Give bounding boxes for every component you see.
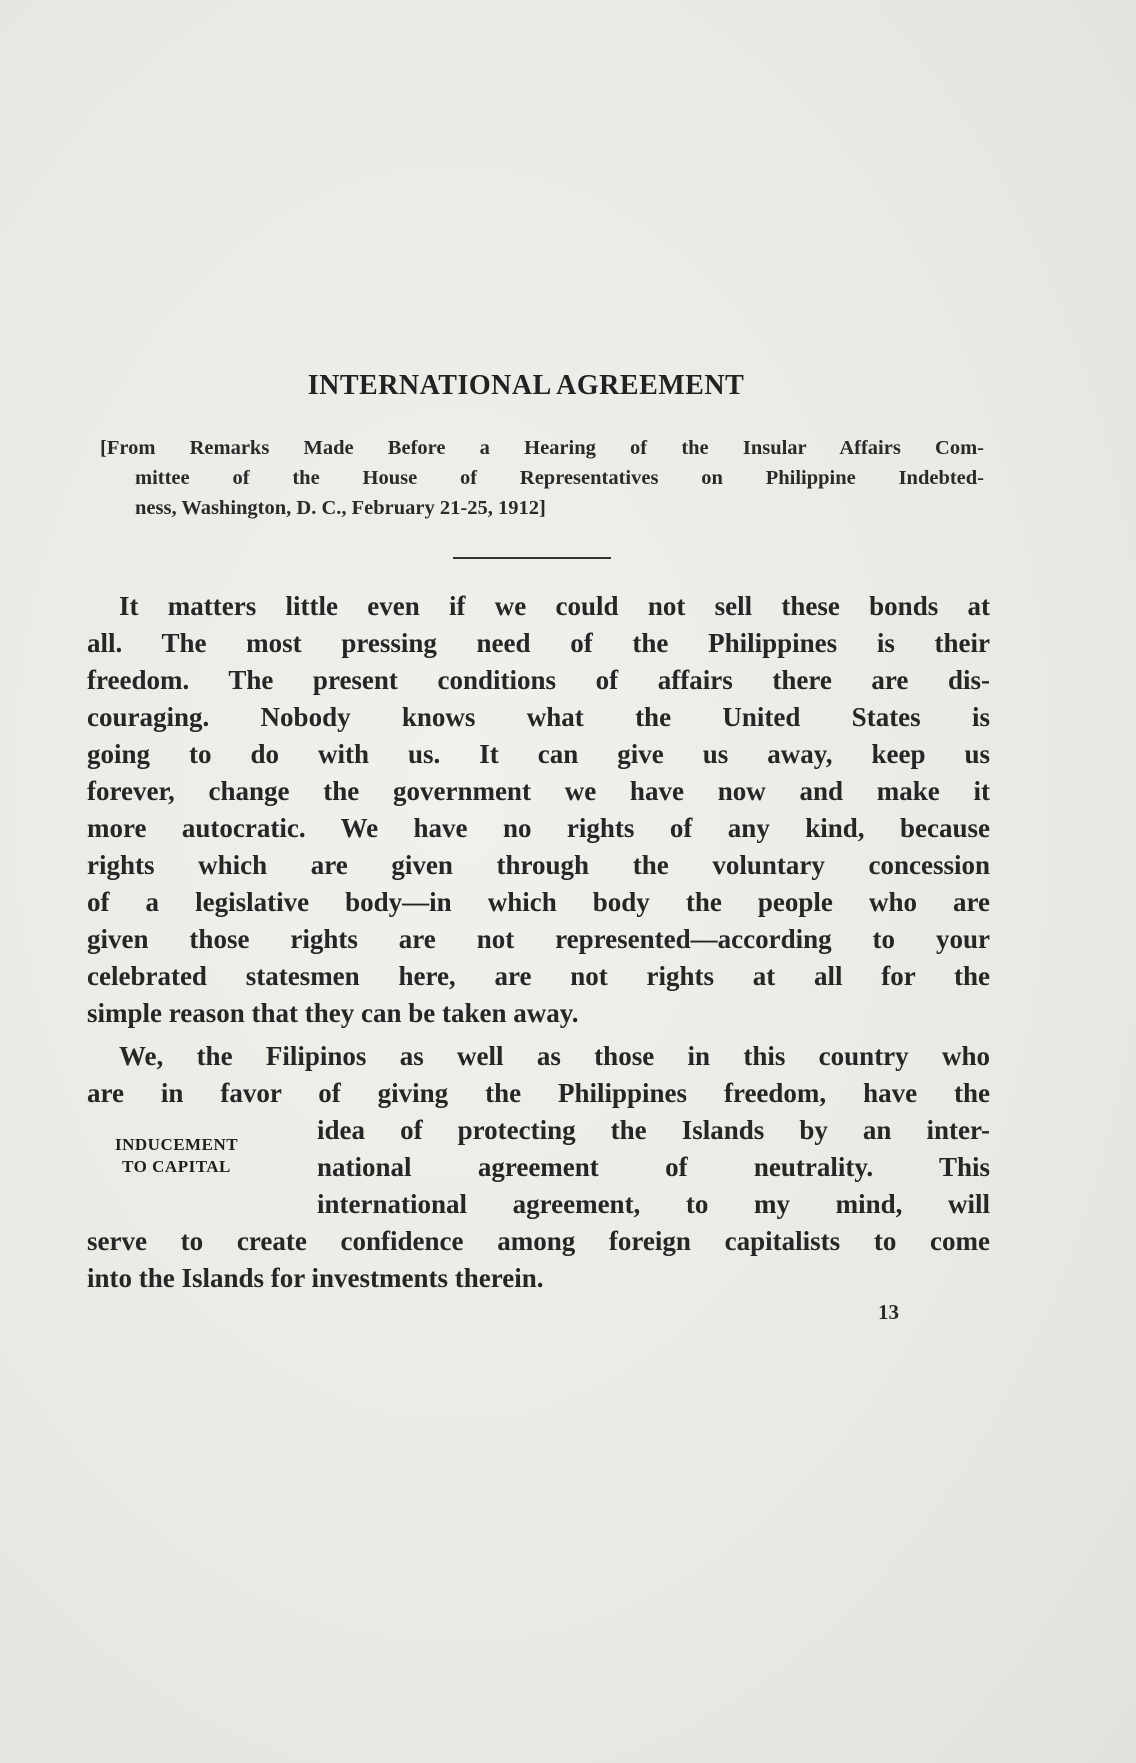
text-line: celebrated statesmen here, are not rights at all for the: [87, 961, 990, 991]
page-number: 13: [878, 1300, 899, 1324]
text-line: going to do with us. It can give us away, keep us: [87, 739, 990, 769]
text-line: couraging. Nobody knows what the United States is: [87, 702, 990, 732]
paragraph-2: [87, 1038, 990, 1297]
text-line: all. The most pressing need of the Philippines is their: [87, 628, 990, 658]
text-line: forever, change the government we have now and make it: [87, 776, 990, 806]
side-text: [317, 1112, 990, 1223]
text-line: freedom. The present conditions of affairs there are dis-: [87, 665, 990, 695]
text-line: international agreement, to my mind, will: [317, 1189, 990, 1219]
source-line: mittee of the House of Representatives on Philippine Indebted-: [135, 467, 984, 489]
text-line: We, the Filipinos as well as those in this country who: [119, 1041, 990, 1071]
text-line: of a legislative body—in which body the people who are: [87, 887, 990, 917]
text-line: given those rights are not represented—according to your: [87, 924, 990, 954]
text-line: idea of protecting the Islands by an inter-: [317, 1115, 990, 1145]
margin-note-line: TO CAPITAL: [122, 1157, 231, 1176]
text-line: national agreement of neutrality. This: [317, 1152, 990, 1182]
text-line: It matters little even if we could not sell these bonds at: [119, 591, 990, 621]
text-line: rights which are given through the voluntary concession: [87, 850, 990, 880]
page-title: INTERNATIONAL AGREEMENT: [307, 370, 745, 401]
divider: [453, 557, 611, 559]
source-line: [From Remarks Made Before a Hearing of the Insular Affairs Com-: [100, 437, 984, 459]
source-note: [100, 433, 984, 523]
text-line: into the Islands for investments therein.: [87, 1263, 544, 1293]
text-line: simple reason that they can be taken away.: [87, 998, 579, 1028]
text-line: serve to create confidence among foreign capitalists to come: [87, 1226, 990, 1256]
text-line: are in favor of giving the Philippines freedom, have the: [87, 1078, 990, 1108]
source-line: ness, Washington, D. C., February 21-25, 1912]: [135, 497, 546, 519]
margin-note-line: INDUCEMENT: [115, 1135, 239, 1154]
side-note-block: [87, 1112, 990, 1223]
paragraph-1: [87, 588, 990, 1032]
margin-note: [115, 1134, 238, 1178]
text-line: more autocratic. We have no rights of any kind, because: [87, 813, 990, 843]
